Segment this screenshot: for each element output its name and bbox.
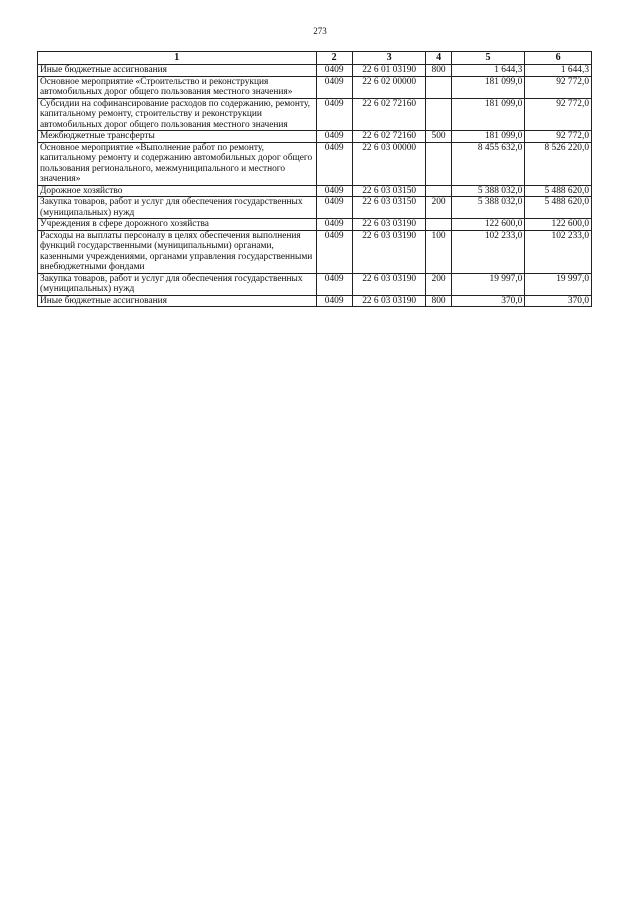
row-expense-type: 200 (426, 273, 451, 295)
table-row (38, 142, 592, 185)
row-section: 0409 (316, 76, 352, 98)
row-name: Основное мероприятие «Строительство и реконструкция автомобильных дорог общего пользования местного значения» (38, 76, 317, 98)
row-value-col5: 102 233,0 (451, 230, 525, 273)
table-row (38, 185, 592, 197)
table-row (38, 295, 592, 307)
row-value-col6: 5 488 620,0 (525, 185, 592, 197)
row-name: Расходы на выплаты персоналу в целях обеспечения выполнения функций государственными (муниципальными) органами, казенными учреждениями, органами управления государственными внебюджетными фондами (38, 230, 317, 273)
row-name: Закупка товаров, работ и услуг для обеспечения государственных (муниципальных) нужд (38, 273, 317, 295)
table-row (38, 219, 592, 231)
row-value-col6: 122 600,0 (525, 219, 592, 231)
row-name: Иные бюджетные ассигнования (38, 65, 317, 77)
row-name: Основное мероприятие «Выполнение работ по ремонту, капитальному ремонту и содержанию автомобильных дорог общего пользования регионального, межмуниципального и местного значения» (38, 142, 317, 185)
row-section: 0409 (316, 295, 352, 307)
row-expense-type (426, 98, 451, 131)
row-section: 0409 (316, 219, 352, 231)
row-value-col6: 1 644,3 (525, 65, 592, 77)
row-value-col5: 181 099,0 (451, 76, 525, 98)
table-row (38, 76, 592, 98)
row-value-col6: 92 772,0 (525, 98, 592, 131)
row-value-col5: 5 388 032,0 (451, 197, 525, 219)
row-value-col6: 92 772,0 (525, 76, 592, 98)
row-code: 22 6 03 03150 (352, 185, 426, 197)
table-row (38, 273, 592, 295)
row-value-col6: 5 488 620,0 (525, 197, 592, 219)
row-code: 22 6 03 03190 (352, 295, 426, 307)
row-section: 0409 (316, 142, 352, 185)
row-value-col6: 19 997,0 (525, 273, 592, 295)
row-value-col6: 102 233,0 (525, 230, 592, 273)
row-section: 0409 (316, 230, 352, 273)
row-value-col5: 1 644,3 (451, 65, 525, 77)
row-expense-type: 800 (426, 65, 451, 77)
column-header-1: 1 (38, 52, 317, 65)
row-expense-type: 200 (426, 197, 451, 219)
column-header-6: 6 (525, 52, 592, 65)
row-value-col5: 181 099,0 (451, 98, 525, 131)
row-code: 22 6 02 00000 (352, 76, 426, 98)
budget-table (37, 51, 592, 307)
row-name: Субсидии на софинансирование расходов по содержанию, ремонту, капитальному ремонту, строительству и реконструкции автомобильных дорог общего пользования местного значения (38, 98, 317, 131)
row-code: 22 6 03 03150 (352, 197, 426, 219)
table-header-row (38, 52, 592, 65)
column-header-3: 3 (352, 52, 426, 65)
row-expense-type (426, 185, 451, 197)
row-value-col5: 122 600,0 (451, 219, 525, 231)
row-section: 0409 (316, 65, 352, 77)
row-value-col5: 8 455 632,0 (451, 142, 525, 185)
row-name: Учреждения в сфере дорожного хозяйства (38, 219, 317, 231)
row-expense-type: 100 (426, 230, 451, 273)
row-code: 22 6 02 72160 (352, 131, 426, 143)
row-code: 22 6 03 03190 (352, 219, 426, 231)
row-value-col5: 19 997,0 (451, 273, 525, 295)
row-section: 0409 (316, 197, 352, 219)
row-code: 22 6 03 00000 (352, 142, 426, 185)
page-number: 273 (313, 26, 327, 36)
row-section: 0409 (316, 185, 352, 197)
row-section: 0409 (316, 131, 352, 143)
row-name: Иные бюджетные ассигнования (38, 295, 317, 307)
row-expense-type (426, 142, 451, 185)
row-name: Дорожное хозяйство (38, 185, 317, 197)
table-row (38, 197, 592, 219)
row-section: 0409 (316, 98, 352, 131)
row-name: Закупка товаров, работ и услуг для обеспечения государственных (муниципальных) нужд (38, 197, 317, 219)
table-row (38, 98, 592, 131)
row-value-col5: 370,0 (451, 295, 525, 307)
row-name: Межбюджетные трансферты (38, 131, 317, 143)
table-row (38, 230, 592, 273)
column-header-5: 5 (451, 52, 525, 65)
column-header-2: 2 (316, 52, 352, 65)
row-section: 0409 (316, 273, 352, 295)
table-row (38, 131, 592, 143)
row-code: 22 6 02 72160 (352, 98, 426, 131)
row-value-col6: 92 772,0 (525, 131, 592, 143)
row-expense-type: 500 (426, 131, 451, 143)
row-code: 22 6 03 03190 (352, 230, 426, 273)
table-row (38, 65, 592, 77)
row-value-col6: 8 526 220,0 (525, 142, 592, 185)
row-code: 22 6 03 03190 (352, 273, 426, 295)
row-value-col6: 370,0 (525, 295, 592, 307)
row-expense-type (426, 76, 451, 98)
column-header-4: 4 (426, 52, 451, 65)
row-code: 22 6 01 03190 (352, 65, 426, 77)
row-expense-type (426, 219, 451, 231)
row-expense-type: 800 (426, 295, 451, 307)
row-value-col5: 5 388 032,0 (451, 185, 525, 197)
row-value-col5: 181 099,0 (451, 131, 525, 143)
